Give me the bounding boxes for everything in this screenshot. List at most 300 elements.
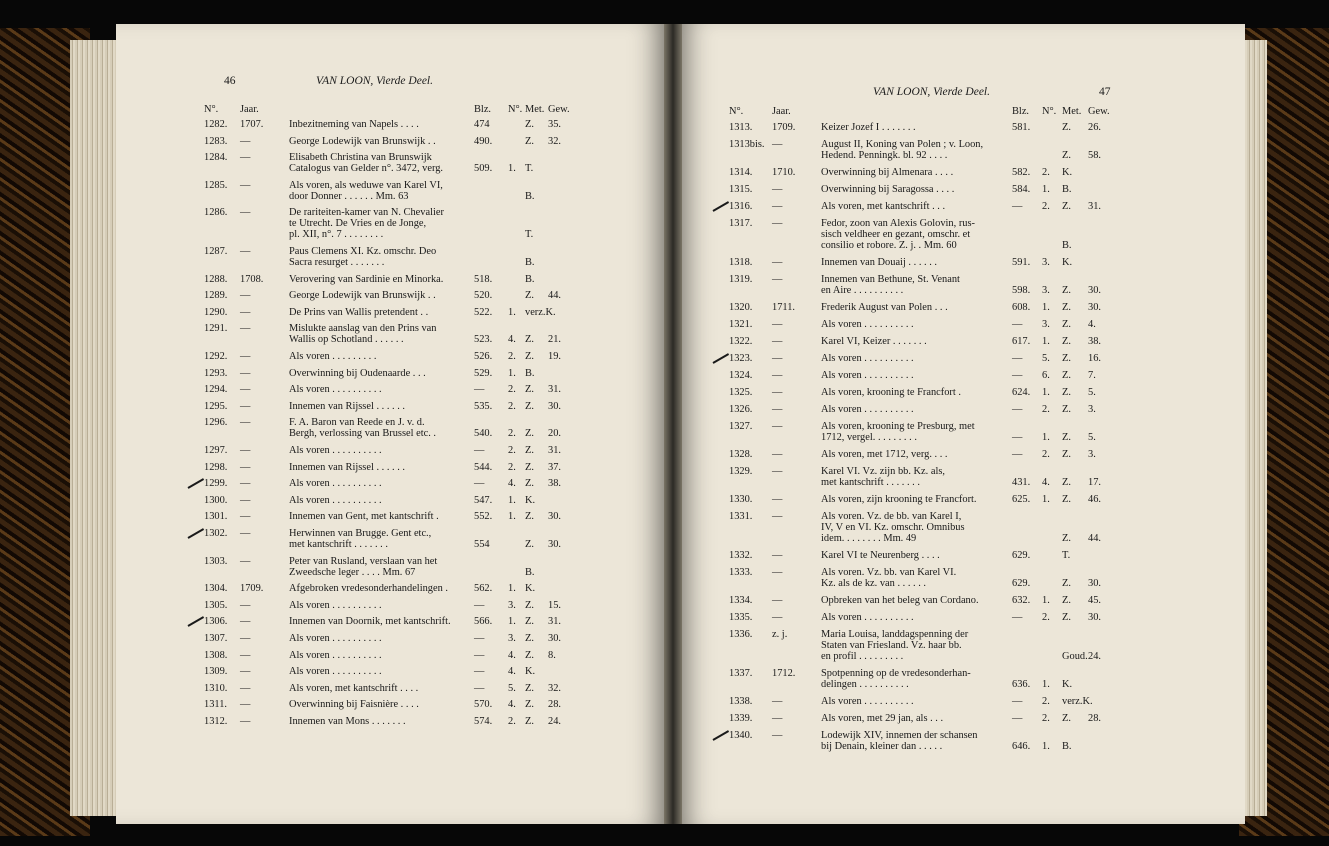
entry-blz: — <box>1012 432 1023 443</box>
description-line: Maria Louisa, landdagspenning der <box>821 629 969 640</box>
entry-gew: 4. <box>1088 319 1096 330</box>
entry-gew: 30. <box>548 400 561 412</box>
description-line: Als voren . . . . . . . . . . <box>289 494 382 506</box>
entry-number: 1316. <box>729 201 753 212</box>
description-line: IV, V en VI. Kz. omschr. Omnibus <box>821 522 965 533</box>
entry-number: 1290. <box>204 306 228 318</box>
entry-met: K. <box>525 583 536 595</box>
description-line: Opbreken van het beleg van Cordano. <box>821 595 979 606</box>
entry-met: Z. <box>525 351 534 362</box>
entry-met: Z. <box>1062 595 1071 606</box>
description-line: Innemen van Gent, met kantschrift . <box>289 511 439 523</box>
description-line: 1712, vergel. . . . . . . . . <box>821 432 917 443</box>
entry-year: — <box>240 351 251 362</box>
description-line: Als voren . . . . . . . . . . <box>821 353 914 364</box>
entry-nr: 1. <box>1042 679 1050 690</box>
entry-number: 1327. <box>729 421 753 432</box>
entry-year: — <box>772 257 783 268</box>
entry-met: K. <box>525 666 536 678</box>
entry-description <box>821 668 971 690</box>
description-line: Als voren . . . . . . . . . . <box>821 370 914 381</box>
entry-number: 1311. <box>204 699 227 711</box>
entry-nr: 1. <box>1042 595 1050 606</box>
entry-number: 1295. <box>204 400 228 412</box>
entry-nr: 1. <box>1042 432 1050 443</box>
description-line: Als voren . . . . . . . . . . <box>821 404 914 415</box>
entry-description <box>821 387 961 398</box>
entry-gew: 30. <box>548 539 561 550</box>
entry-nr: 3. <box>508 599 516 611</box>
description-line: door Donner . . . . . . Mm. 63 <box>289 190 409 202</box>
entry-met: Z. <box>1062 353 1071 364</box>
entry-nr: 4. <box>1042 477 1050 488</box>
entry-year: — <box>240 400 251 412</box>
entry-gew: 15. <box>548 599 561 611</box>
entry-description <box>821 167 953 178</box>
entry-year: — <box>240 135 251 147</box>
entry-year: — <box>240 417 251 429</box>
description-line: Catalogus van Gelder n°. 3472, verg. <box>289 163 444 175</box>
entry-nr: 1. <box>508 306 516 318</box>
entry-description <box>289 351 376 362</box>
entry-gew: 44. <box>548 290 561 302</box>
entry-year: — <box>772 404 783 415</box>
entry-met: Z. <box>1062 285 1071 296</box>
entry-blz: — <box>1012 449 1023 460</box>
entry-nr: 5. <box>508 682 516 694</box>
entry-year: — <box>772 201 783 212</box>
entry-number: 1322. <box>729 336 753 347</box>
entry-met: Goud. <box>1062 651 1088 662</box>
entry-year: — <box>772 218 783 229</box>
description-line: Als voren . . . . . . . . . . <box>289 384 382 396</box>
entry-description <box>821 449 948 460</box>
entry-year: — <box>772 730 783 741</box>
description-line: Staten van Friesland. Vz. haar bb. <box>821 640 962 651</box>
entry-blz: 431. <box>1012 477 1031 488</box>
entry-met: B. <box>1062 184 1072 195</box>
entry-description <box>821 274 960 296</box>
description-line: Als voren, met 1712, verg. . . . <box>821 449 948 460</box>
entry-description <box>821 494 977 505</box>
entry-year: — <box>772 387 783 398</box>
description-line: Inbezitneming van Napels . . . . <box>289 119 419 130</box>
entry-description <box>821 696 914 707</box>
description-line: Als voren, krooning te Francfort . <box>821 387 961 398</box>
description-line: George Lodewijk van Brunswijk . . <box>289 290 436 302</box>
entry-year: — <box>772 595 783 606</box>
entry-description <box>821 612 914 623</box>
description-line: Lodewijk XIV, innemen der schansen <box>821 730 978 741</box>
entry-number: 1287. <box>204 246 228 257</box>
entry-number: 1313bis. <box>729 139 765 150</box>
entry-year: — <box>240 367 251 379</box>
description-line: met kantschrift . . . . . . . <box>289 539 388 550</box>
entry-number: 1304. <box>204 583 228 595</box>
entry-met: Z. <box>1062 432 1071 443</box>
entry-description <box>821 567 956 589</box>
description-line: Innemen van Rijssel . . . . . . <box>289 400 406 412</box>
entry-number: 1319. <box>729 274 753 285</box>
entry-met: K. <box>525 494 536 506</box>
entry-description <box>289 666 382 677</box>
entry-blz: — <box>1012 612 1023 623</box>
col-header-nr: N°. <box>1042 106 1057 117</box>
entry-year: — <box>240 207 251 219</box>
entry-nr: 2. <box>508 400 516 412</box>
description-line: Innemen van Doornik, met kantschrift. <box>289 616 451 628</box>
entry-blz: 582. <box>1012 167 1031 178</box>
entry-nr: 1. <box>1042 302 1050 313</box>
entry-year: 1709. <box>240 583 264 595</box>
entry-year: 1707. <box>240 119 264 130</box>
entry-blz: 636. <box>1012 679 1031 690</box>
entry-gew: 44. <box>1088 533 1101 544</box>
entry-met: T. <box>1062 550 1071 561</box>
entry-year: — <box>772 139 783 150</box>
entry-description <box>821 595 979 606</box>
entry-year: — <box>240 682 251 694</box>
entry-met: verz.K. <box>525 306 556 318</box>
entry-gew: 3. <box>1088 404 1096 415</box>
entry-year: — <box>240 528 251 539</box>
description-line: De Prins van Wallis pretendent . . <box>289 306 429 318</box>
entry-blz: 562. <box>474 583 493 595</box>
entry-number: 1335. <box>729 612 753 623</box>
entry-number: 1286. <box>204 207 228 219</box>
entry-blz: — <box>1012 319 1023 330</box>
description-line: Paus Clemens XI. Kz. omschr. Deo <box>289 246 437 257</box>
entry-blz: 522. <box>474 306 493 318</box>
entry-met: Z. <box>525 716 534 727</box>
description-line: sisch veldheer en gezant, omschr. et <box>821 229 971 240</box>
entry-met: K. <box>1062 257 1073 268</box>
entry-year: — <box>772 449 783 460</box>
entry-blz: 474 <box>474 119 490 130</box>
entry-nr: 2. <box>508 428 516 440</box>
entry-blz: 581. <box>1012 122 1031 133</box>
entry-met: Z. <box>525 461 534 473</box>
entry-year: — <box>240 511 251 523</box>
entry-number: 1298. <box>204 461 228 473</box>
entry-gew: 35. <box>548 119 561 130</box>
description-line: Overwinning bij Faisnière . . . . <box>289 699 419 711</box>
description-line: Als voren, met kantschrift . . . . <box>289 682 419 694</box>
entry-nr: 3. <box>1042 285 1050 296</box>
entry-year: — <box>240 445 251 456</box>
entry-blz: 574. <box>474 716 493 727</box>
entry-nr: 2. <box>1042 713 1050 724</box>
entry-nr: 2. <box>508 461 516 473</box>
entry-year: — <box>240 716 251 727</box>
entry-nr: 2. <box>1042 404 1050 415</box>
entry-blz: 529. <box>474 367 493 379</box>
description-line: Kz. als de kz. van . . . . . . <box>821 578 927 589</box>
entry-gew: 26. <box>1088 122 1101 133</box>
entry-description <box>821 466 945 488</box>
entry-met: Z. <box>525 119 534 130</box>
entry-year: — <box>240 384 251 396</box>
entry-number: 1321. <box>729 319 753 330</box>
entry-number: 1305. <box>204 599 228 611</box>
entry-number: 1303. <box>204 555 228 567</box>
entry-blz: 570. <box>474 699 493 711</box>
entry-year: — <box>772 370 783 381</box>
entry-nr: 1. <box>1042 494 1050 505</box>
entry-number: 1308. <box>204 649 228 661</box>
entry-met: Z. <box>525 135 534 147</box>
pencil-tick-mark <box>188 478 205 489</box>
entry-nr: 1. <box>508 616 516 628</box>
entry-met: Z. <box>1062 150 1071 161</box>
entry-blz: — <box>474 478 485 490</box>
entry-year: z. j. <box>772 629 788 640</box>
entry-year: — <box>240 616 251 628</box>
entry-number: 1333. <box>729 567 753 578</box>
entry-year: — <box>240 290 251 302</box>
entry-number: 1293. <box>204 367 228 379</box>
entry-blz: — <box>474 599 485 611</box>
entry-met: Z. <box>525 290 534 302</box>
entry-number: 1297. <box>204 445 228 456</box>
entry-met: Z. <box>1062 533 1071 544</box>
entry-nr: 1. <box>508 511 516 523</box>
entry-year: — <box>772 494 783 505</box>
description-line: Als voren . . . . . . . . . . <box>289 445 382 456</box>
description-line: Als voren, als weduwe van Karel VI, <box>289 179 443 191</box>
entry-met: Z. <box>525 682 534 694</box>
entry-gew: 30. <box>1088 612 1101 623</box>
description-line: Bergh, verlossing van Brussel etc. . <box>289 428 436 440</box>
description-line: George Lodewijk van Brunswijk . . <box>289 135 436 147</box>
col-header-gew: Gew. <box>1088 106 1110 117</box>
pencil-tick-mark <box>713 201 730 212</box>
description-line: Als voren. Vz. de bb. van Karel I, <box>821 511 962 522</box>
entry-description <box>821 730 978 752</box>
pencil-tick-mark <box>713 353 730 364</box>
description-line: Elisabeth Christina van Brunswijk <box>289 152 432 164</box>
entry-description <box>821 218 975 251</box>
entry-nr: 2. <box>1042 696 1050 707</box>
entry-number: 1313. <box>729 122 753 133</box>
running-title: VAN LOON, Vierde Deel. <box>316 75 433 87</box>
entry-year: — <box>240 666 251 678</box>
description-line: Karel VI, Keizer . . . . . . . <box>821 336 927 347</box>
entry-description <box>289 699 419 710</box>
entry-gew: 3. <box>1088 449 1096 460</box>
entry-description <box>289 600 382 611</box>
entry-number: 1300. <box>204 494 228 506</box>
entry-blz: 629. <box>1012 578 1031 589</box>
entry-number: 1291. <box>204 323 228 335</box>
description-line: Spotpenning op de vredesonderhan- <box>821 668 971 679</box>
entry-description <box>289 180 443 202</box>
description-line: Overwinning bij Oudenaarde . . . <box>289 367 426 379</box>
entry-description <box>289 136 436 147</box>
entry-blz: 523. <box>474 334 493 346</box>
entry-met: Z. <box>1062 387 1071 398</box>
entry-number: 1306. <box>204 616 228 628</box>
entry-blz: 624. <box>1012 387 1031 398</box>
entry-year: — <box>240 246 251 257</box>
entry-year: — <box>772 319 783 330</box>
entry-year: — <box>240 179 251 191</box>
description-line: en profil . . . . . . . . . <box>821 651 904 662</box>
entry-description <box>289 307 428 318</box>
entry-description <box>289 478 382 489</box>
entry-description <box>289 323 436 345</box>
entry-met: Z. <box>525 334 534 346</box>
entry-description <box>289 207 444 240</box>
entry-met: Z. <box>1062 336 1071 347</box>
entry-description <box>821 302 948 313</box>
entry-met: T. <box>525 229 534 241</box>
entry-description <box>821 257 937 268</box>
entry-gew: 21. <box>548 334 561 346</box>
entry-met: K. <box>1062 167 1073 178</box>
col-header-no: N°. <box>729 106 744 117</box>
entry-gew: 32. <box>548 135 561 147</box>
entry-blz: — <box>1012 696 1023 707</box>
description-line: Als voren . . . . . . . . . . <box>821 696 914 707</box>
entry-blz: 584. <box>1012 184 1031 195</box>
entry-blz: 490. <box>474 135 493 147</box>
entry-blz: 625. <box>1012 494 1031 505</box>
entry-nr: 1. <box>1042 387 1050 398</box>
entry-number: 1292. <box>204 351 228 362</box>
entry-number: 1323. <box>729 353 753 364</box>
entry-met: K. <box>1062 679 1073 690</box>
entry-description <box>289 583 448 594</box>
entry-number: 1288. <box>204 273 228 285</box>
entry-met: Z. <box>525 539 534 550</box>
entry-met: Z. <box>1062 302 1071 313</box>
entry-year: — <box>240 461 251 473</box>
entry-gew: 24. <box>548 716 561 727</box>
entry-description <box>289 528 431 550</box>
entry-blz: — <box>474 666 485 678</box>
entry-description <box>289 495 382 506</box>
entry-nr: 1. <box>1042 184 1050 195</box>
description-line: F. A. Baron van Reede en J. v. d. <box>289 417 425 429</box>
entry-number: 1296. <box>204 417 228 429</box>
entry-year: — <box>240 599 251 611</box>
description-line: Als voren. Vz. bb. van Karel VI. <box>821 567 957 578</box>
entry-nr: 2. <box>508 351 516 362</box>
entry-description <box>289 274 443 285</box>
entry-met: Z. <box>525 400 534 412</box>
description-line: Peter van Rusland, verslaan van het <box>289 555 438 567</box>
running-title: VAN LOON, Vierde Deel. <box>873 86 990 98</box>
entry-description <box>289 556 437 578</box>
description-line: Als voren . . . . . . . . . <box>289 351 377 362</box>
entry-met: Z. <box>1062 449 1071 460</box>
entry-year: — <box>240 306 251 318</box>
right-page <box>677 24 1245 824</box>
entry-gew: 31. <box>548 384 561 396</box>
entry-number: 1340. <box>729 730 753 741</box>
entry-nr: 1. <box>508 367 516 379</box>
entry-nr: 2. <box>1042 449 1050 460</box>
description-line: De rariteiten-kamer van N. Chevalier <box>289 207 444 219</box>
description-line: bij Denain, kleiner dan . . . . . <box>821 741 943 752</box>
description-line: Als voren . . . . . . . . . . <box>289 599 382 611</box>
entry-gew: 30. <box>1088 302 1101 313</box>
entry-blz: 646. <box>1012 741 1031 752</box>
description-line: consilio et robore. Z. j. . Mm. 60 <box>821 240 957 251</box>
entry-blz: — <box>1012 201 1023 212</box>
entry-met: B. <box>525 273 535 285</box>
description-line: Als voren . . . . . . . . . . <box>289 478 382 490</box>
entry-met: Z. <box>1062 370 1071 381</box>
entry-nr: 4. <box>508 478 516 490</box>
entry-number: 1332. <box>729 550 753 561</box>
pencil-tick-mark <box>188 528 205 539</box>
entry-year: — <box>772 511 783 522</box>
entry-gew: 30. <box>548 511 561 523</box>
entry-year: — <box>240 649 251 661</box>
description-line: Als voren . . . . . . . . . . <box>289 649 382 661</box>
col-header-blz: Blz. <box>1012 106 1030 117</box>
entry-number: 1299. <box>204 478 228 490</box>
entry-blz: 518. <box>474 273 493 285</box>
entry-blz: 554 <box>474 539 490 550</box>
description-line: Overwinning bij Almenara . . . . <box>821 167 954 178</box>
entry-number: 1289. <box>204 290 228 302</box>
entry-year: — <box>772 184 783 195</box>
col-header-no: N°. <box>204 104 219 115</box>
entry-year: 1709. <box>772 122 796 133</box>
entry-description <box>821 713 943 724</box>
entry-description <box>821 353 914 364</box>
entry-number: 1285. <box>204 179 228 191</box>
description-line: August II, Koning van Polen ; v. Loon, <box>821 139 984 150</box>
entry-description <box>289 401 405 412</box>
entry-gew: 20. <box>548 428 561 440</box>
entry-blz: 526. <box>474 351 493 362</box>
entry-nr: 4. <box>508 334 516 346</box>
description-line: Innemen van Mons . . . . . . . <box>289 716 406 727</box>
entry-nr: 2. <box>1042 167 1050 178</box>
entry-description <box>821 184 954 195</box>
entry-blz: 547. <box>474 494 493 506</box>
entry-description <box>289 246 436 268</box>
entry-nr: 4. <box>508 666 516 678</box>
entry-description <box>289 368 426 379</box>
description-line: Herwinnen van Brugge. Gent etc., <box>289 528 432 539</box>
entry-year: 1710. <box>772 167 796 178</box>
entry-gew: 8. <box>548 649 556 661</box>
entry-description <box>289 650 382 661</box>
entry-number: 1294. <box>204 384 228 396</box>
entry-nr: 1. <box>508 163 516 175</box>
entry-year: — <box>772 696 783 707</box>
entry-met: Z. <box>525 616 534 628</box>
entry-number: 1328. <box>729 449 753 460</box>
description-line: Overwinning bij Saragossa . . . . <box>821 184 955 195</box>
entry-year: — <box>240 478 251 490</box>
entry-description <box>821 404 914 415</box>
description-line: Als voren, met 29 jan, als . . . <box>821 713 944 724</box>
entry-blz: 509. <box>474 163 493 175</box>
entry-description <box>821 421 975 443</box>
entry-nr: 2. <box>508 445 516 456</box>
entry-met: Z. <box>1062 201 1071 212</box>
description-line: Hedend. Penningk. bl. 92 . . . . <box>821 150 948 161</box>
pencil-tick-mark <box>713 730 730 741</box>
entry-blz: — <box>474 445 485 456</box>
entry-year: — <box>772 336 783 347</box>
